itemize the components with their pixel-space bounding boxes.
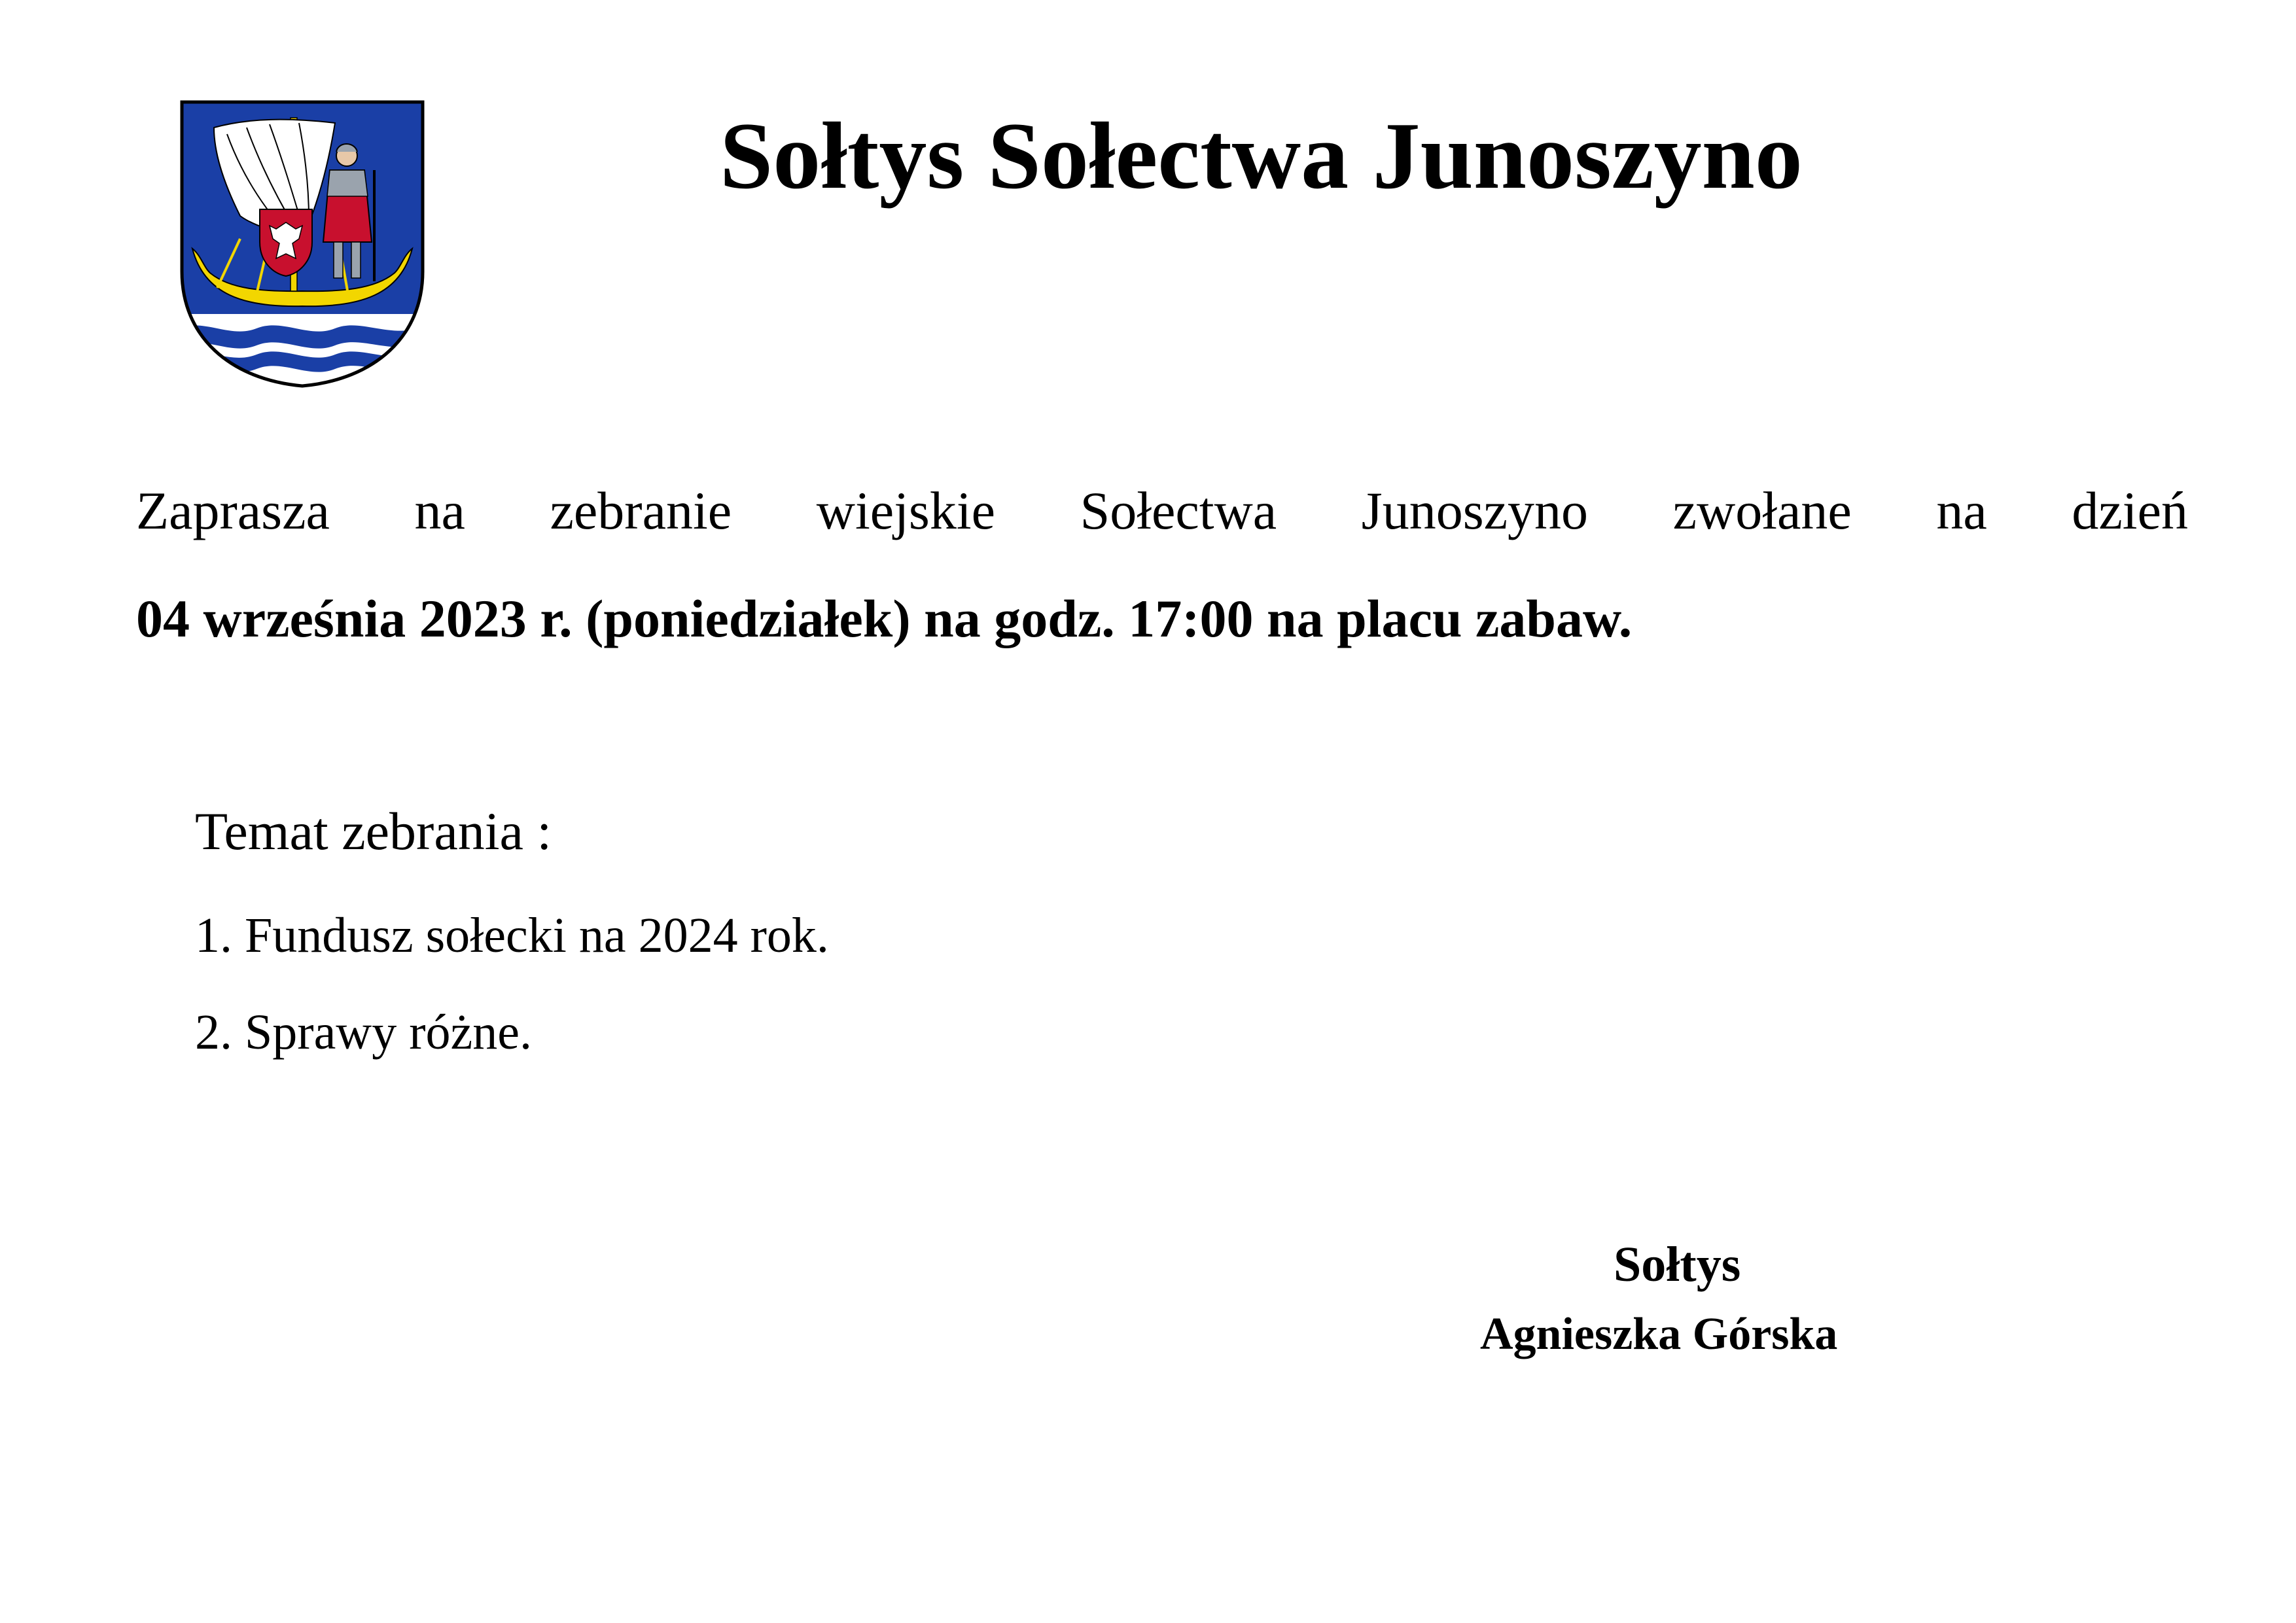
intro-word: Sołectwa xyxy=(1080,481,1277,540)
intro-word: zwołane xyxy=(1672,481,1852,540)
page-title: Sołtys Sołectwa Junoszyno xyxy=(720,103,1803,209)
agenda-item: 2. Sprawy różne. xyxy=(195,1005,532,1060)
intro-word: na xyxy=(1936,481,1987,540)
intro-word: dzień xyxy=(2072,481,2188,540)
signature-name: Agnieszka Górska xyxy=(1480,1309,1838,1359)
intro-word: zebranie xyxy=(550,481,732,540)
intro-word: Zaprasza xyxy=(136,481,330,540)
invitation-intro xyxy=(136,481,2188,540)
coat-of-arms-icon xyxy=(178,98,427,389)
intro-word: wiejskie xyxy=(816,481,996,540)
intro-word: na xyxy=(414,481,465,540)
meeting-date-line: 04 września 2023 r. (poniedziałek) na godz. 17:00 na placu zabaw. xyxy=(136,589,1633,648)
agenda-heading: Temat zebrania : xyxy=(195,801,552,861)
agenda-item: 1. Fundusz sołecki na 2024 rok. xyxy=(195,908,829,963)
intro-word: Junoszyno xyxy=(1361,481,1589,540)
signature-role: Sołtys xyxy=(1614,1237,1741,1292)
